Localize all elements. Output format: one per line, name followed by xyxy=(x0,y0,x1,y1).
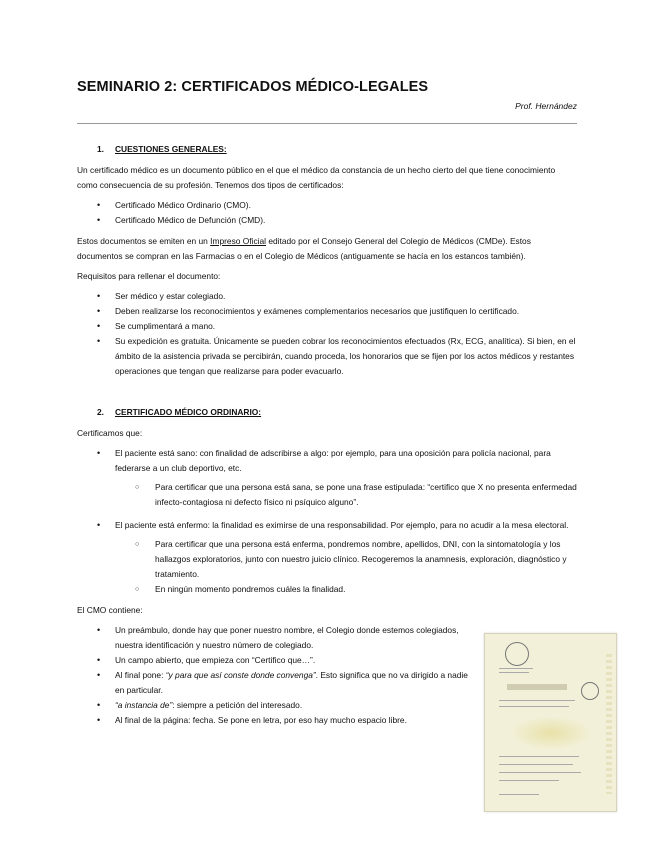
list-item: • Al final de la página: fecha. Se pone en letra, por eso hay mucho espacio libre. xyxy=(77,713,477,728)
seal-icon xyxy=(505,642,529,666)
section-number: 2. xyxy=(97,407,104,417)
sub-list xyxy=(115,480,577,510)
list-item: • Certificado Médico de Defunción (CMD). xyxy=(77,213,577,228)
requirements-list xyxy=(77,289,577,379)
sub-list-item: ○ Para certificar que una persona está sana, se pone una frase estipulada: “certifico que X no presenta enfermedad infecto-contagiosa ni defecto físico ni psíquico alguno”. xyxy=(77,480,577,510)
cmo-contents-list xyxy=(77,623,477,728)
quote: “y para que así conste donde convenga” xyxy=(165,670,316,680)
header-divider xyxy=(77,123,577,124)
author: Prof. Hernández xyxy=(515,101,577,111)
requirements-label: Requisitos para rellenar el documento: xyxy=(77,271,221,281)
list-item: • Ser médico y estar colegiado. xyxy=(77,289,577,304)
text-run: Al final pone: xyxy=(115,670,166,680)
section-title: CERTIFICADO MÉDICO ORDINARIO: xyxy=(115,407,262,417)
impreso-oficial-term: Impreso Oficial xyxy=(210,236,267,246)
section-heading-general xyxy=(77,142,577,157)
certificate-image xyxy=(484,633,617,812)
text-run: editado por el Consejo General del Colegio de Médicos (CMDe). Estos documentos se compran en las Farmacias o en el Colegio de Médicos (antiguamente se hacía en los estancos también). xyxy=(77,236,531,261)
contents-label: El CMO contiene: xyxy=(77,605,143,615)
paragraph-emission xyxy=(77,234,577,264)
certificate-header-band xyxy=(507,684,567,690)
certify-label: Certificamos que: xyxy=(77,428,143,438)
list-item xyxy=(77,668,477,698)
paragraph-definition: Un certificado médico es un documento público en el que el médico da constancia de un hecho cierto del que tiene conocimiento como consecuencia de su profesión. Tenemos dos tipos de certificados: xyxy=(77,165,556,190)
list-item xyxy=(77,518,577,597)
section-title: CUESTIONES GENERALES: xyxy=(115,144,227,154)
certificate-border-stripe xyxy=(606,654,612,794)
certificate-types-list xyxy=(77,198,577,228)
sub-list xyxy=(115,537,577,597)
case-text: El paciente está enfermo: la finalidad es eximirse de una responsabilidad. Por ejemplo, para no acudir a la mesa electoral. xyxy=(115,520,569,530)
list-item: • Su expedición es gratuita. Únicamente se pueden cobrar los reconocimientos efectuados (Rx, ECG, analítica). Si bien, en el ámbito de la asistencia privada se percibirán, cuando proceda, los honorarios que se fijen por los actos médicos y restantes operaciones que tengan que realizarse para poder evacuarlo. xyxy=(77,334,577,379)
list-item xyxy=(77,698,477,713)
page-title: SEMINARIO 2: CERTIFICADOS MÉDICO-LEGALES xyxy=(77,79,429,95)
cases-list xyxy=(77,446,577,597)
watermark xyxy=(511,716,591,750)
case-text: El paciente está sano: con finalidad de adscribirse a algo: por ejemplo, para una oposición para policía nacional, para federarse a un club deportivo, etc. xyxy=(115,448,551,473)
list-item: • Se cumplimentará a mano. xyxy=(77,319,577,334)
list-item: • Un campo abierto, que empieza con “Certifico que…”. xyxy=(77,653,477,668)
section-number: 1. xyxy=(97,144,104,154)
list-item: • Deben realizarse los reconocimientos y exámenes complementarios necesarios que justifiquen lo certificado. xyxy=(77,304,577,319)
list-item: • Certificado Médico Ordinario (CMO). xyxy=(77,198,577,213)
quote: “a instancia de” xyxy=(115,700,173,710)
sub-list-item: ○ Para certificar que una persona está enferma, pondremos nombre, apellidos, DNI, con la sintomatología y los hallazgos exploratorios, junto con nuestro juicio clínico. Recogeremos la anamnesis, exploración, diagnóstico y tratamiento. xyxy=(77,537,577,582)
text-run: . Esto significa que no va dirigido a nadie en particular. xyxy=(115,670,468,695)
text-run: Estos documentos se emiten en un xyxy=(77,236,211,246)
list-item: • Un preámbulo, donde hay que poner nuestro nombre, el Colegio donde estemos colegiados, nuestra identificación y nuestro número de colegiado. xyxy=(77,623,477,653)
list-item xyxy=(77,446,577,510)
stamp-icon xyxy=(581,682,599,700)
text-run: : siempre a petición del interesado. xyxy=(172,700,303,710)
sub-list-item: ○ En ningún momento pondremos cuáles la finalidad. xyxy=(77,582,577,597)
section-heading-cmo xyxy=(77,405,577,420)
